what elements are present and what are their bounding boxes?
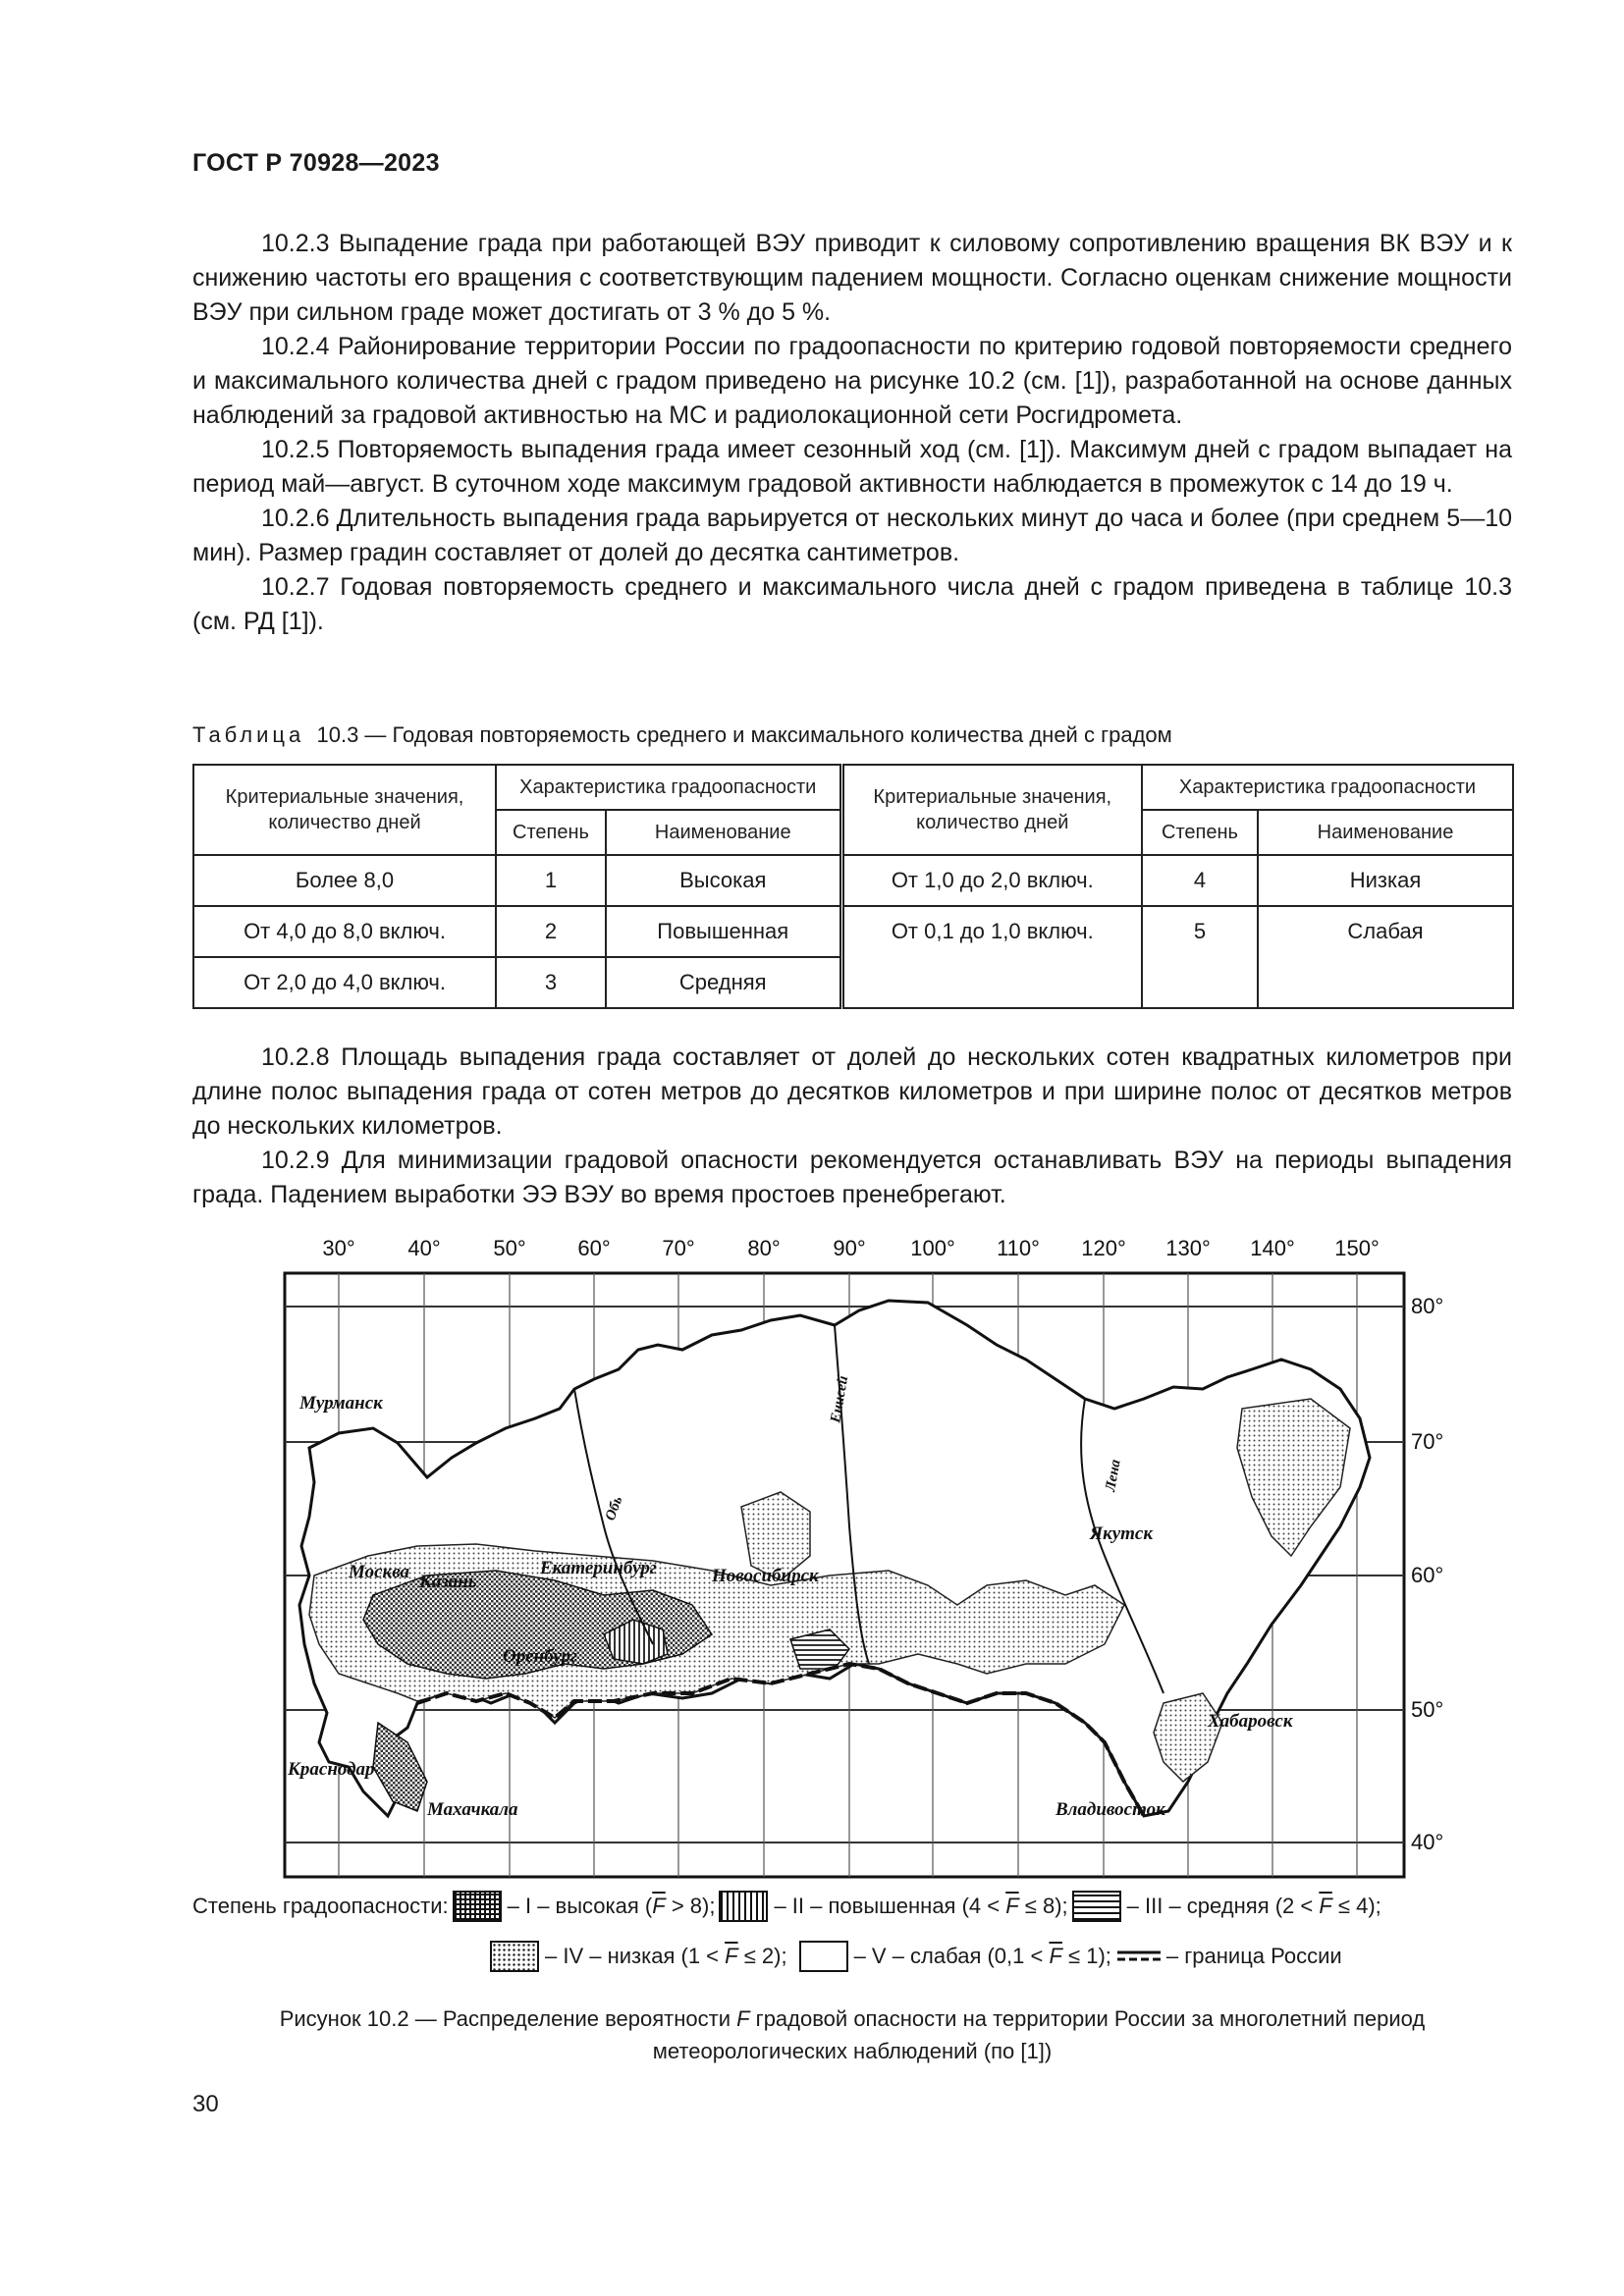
russia-border-legend-icon: [1117, 1949, 1161, 1963]
paragraph-10-2-5: 10.2.5 Повторяемость выпадения града имеет сезонный ход (см. [1]). Максимум дней с градом выпадает на период май—август. В суточном ходе максимум градовой активности наблюдается в промежуток с 14 до 19 ч.: [192, 436, 1512, 498]
lon-label: 120°: [1081, 1236, 1126, 1260]
legend-item-weak: – V – слабая $(0,1 < \overline{F} \le 1)$;: [853, 1944, 1111, 1968]
lon-label: 130°: [1165, 1236, 1211, 1260]
legend-item-raised: – II – повышенная $(4 < \overline{F} \le 8)$;: [774, 1894, 1068, 1918]
city-label-novosibirsk: Новосибирск: [712, 1566, 819, 1586]
hail-risk-map-figure: [280, 1232, 1444, 1880]
legend-item-high: – I – высокая $(\overline{F} > 8)$;: [507, 1894, 716, 1918]
city-label-vladivostok: Владивосток: [1056, 1799, 1165, 1820]
header-characteristic-right: Характеристика градоопасности: [1142, 765, 1513, 810]
lon-label: 70°: [662, 1236, 695, 1260]
legend-item-border: – граница России: [1165, 1944, 1342, 1968]
city-label-makhachkala: Махачкала: [427, 1799, 518, 1820]
cell-degree: 5: [1142, 906, 1258, 1008]
header-name-left: Наименование: [606, 810, 841, 855]
lat-label: 80°: [1411, 1294, 1444, 1318]
header-name-right: Наименование: [1258, 810, 1513, 855]
city-label-orenburg: Оренбург: [503, 1646, 578, 1667]
cell-degree: 2: [496, 906, 606, 957]
cell-value: От 2,0 до 4,0 включ.: [193, 957, 496, 1008]
river-label-lena: Лена: [1103, 1458, 1124, 1493]
lon-label: 50°: [493, 1236, 526, 1260]
legend-title: Степень градоопасности:: [192, 1894, 449, 1918]
table-row: [193, 906, 1513, 957]
legend-swatch-high: [453, 1891, 502, 1922]
cell-name: Повышенная: [606, 906, 841, 957]
legend-row-1: [192, 1891, 1381, 1922]
cell-value: От 0,1 до 1,0 включ.: [841, 906, 1142, 1008]
legend-item-medium: – III – средняя $(2 < \overline{F} \le 4)$;: [1126, 1894, 1381, 1918]
cell-value: От 1,0 до 2,0 включ.: [841, 855, 1142, 906]
page-number: 30: [192, 2091, 219, 2117]
cell-value: От 4,0 до 8,0 включ.: [193, 906, 496, 957]
cell-degree: 1: [496, 855, 606, 906]
cell-degree: 3: [496, 957, 606, 1008]
lat-label: 60°: [1411, 1563, 1444, 1587]
lon-label: 100°: [910, 1236, 955, 1260]
paragraph-10-2-7: 10.2.7 Годовая повторяемость среднего и максимального числа дней с градом приведена в таблице 10.3 (см. РД [1]).: [192, 573, 1512, 635]
lon-label: 90°: [833, 1236, 866, 1260]
document-standard-id: ГОСТ Р 70928—2023: [192, 149, 440, 177]
lat-label: 50°: [1411, 1697, 1444, 1722]
cell-name: Средняя: [606, 957, 841, 1008]
legend-swatch-medium: [1072, 1891, 1121, 1922]
lon-label: 80°: [747, 1236, 781, 1260]
table-caption: [192, 721, 1172, 750]
legend-item-low: – IV – низкая $(1 < \overline{F} \le 2)$;: [545, 1944, 787, 1968]
city-label-murmansk: Мурманск: [299, 1393, 383, 1414]
lon-label: 60°: [577, 1236, 611, 1260]
city-label-krasnodar: Краснодар: [288, 1759, 375, 1780]
table-caption-word: Таблица: [192, 722, 305, 747]
cell-name: Низкая: [1258, 855, 1513, 906]
paragraph-10-2-4: 10.2.4 Районирование территории России по градоопасности по критерию годовой повторяемости среднего и максимального количества дней с градом приведено на рисунке 10.2 (см. [1]), разработанной на основе данных наблюдений за градовой активностью на МС и радиолокационной сети Росгидромета.: [192, 333, 1512, 429]
hail-risk-map: [280, 1232, 1444, 1880]
paragraph-10-2-8: 10.2.8 Площадь выпадения града составляет от долей до нескольких сотен квадратных километров при длине полос выпадения града от сотен метров до десятков километров и при ширине полос от десятков метров до нескольких километров.: [192, 1043, 1512, 1140]
cell-name: Высокая: [606, 855, 841, 906]
lon-label: 110°: [997, 1236, 1040, 1260]
city-label-ekaterinburg: Екатеринбург: [540, 1558, 657, 1578]
river-label-ob: Обь: [602, 1494, 626, 1523]
city-label-khabarovsk: Хабаровск: [1208, 1711, 1293, 1732]
text-block-top: [192, 227, 1512, 639]
cell-name: Слабая: [1258, 906, 1513, 1008]
header-degree-left: Степень: [496, 810, 606, 855]
latitude-labels: [1411, 1294, 1443, 1854]
paragraph-10-2-6: 10.2.6 Длительность выпадения града варьируется от нескольких минут до часа и более (при среднем 5—10 мин). Размер градин составляет от долей до десятка сантиметров.: [192, 505, 1512, 566]
longitude-labels: [322, 1236, 1379, 1260]
header-criterion-right: Критериальные значения, количество дней: [841, 765, 1142, 855]
text-block-bottom: [192, 1041, 1512, 1212]
lon-label: 150°: [1334, 1236, 1380, 1260]
city-label-moscow: Москва: [349, 1562, 410, 1582]
cell-degree: 4: [1142, 855, 1258, 906]
lat-label: 70°: [1411, 1429, 1444, 1454]
cell-value: Более 8,0: [193, 855, 496, 906]
header-degree-right: Степень: [1142, 810, 1258, 855]
header-criterion-left: Критериальные значения, количество дней: [193, 765, 496, 855]
header-characteristic-left: Характеристика градоопасности: [496, 765, 841, 810]
table-caption-text: 10.3 — Годовая повторяемость среднего и максимального количества дней с градом: [316, 722, 1172, 747]
table-row: [193, 855, 1513, 906]
legend-swatch-raised: [719, 1891, 768, 1922]
river-label-yenisei: Енисей: [828, 1374, 852, 1424]
legend-swatch-low: [490, 1941, 539, 1972]
hail-frequency-table: [192, 764, 1514, 1009]
lon-label: 30°: [322, 1236, 355, 1260]
lat-label: 40°: [1411, 1830, 1444, 1854]
legend-swatch-weak: [799, 1941, 848, 1972]
city-label-yakutsk: Якутск: [1090, 1523, 1153, 1544]
lon-label: 40°: [407, 1236, 441, 1260]
paragraph-10-2-9: 10.2.9 Для минимизации градовой опасности рекомендуется останавливать ВЭУ на периоды выпадения града. Падением выработки ЭЭ ВЭУ во время простоев пренебрегают.: [192, 1147, 1512, 1208]
city-label-kazan: Казань: [419, 1572, 477, 1592]
lon-label: 140°: [1250, 1236, 1295, 1260]
figure-caption: Рисунок 10.2 — Распределение вероятности F градовой опасности на территории России за многолетний период метеорологических наблюдений (по [1]): [279, 2006, 1426, 2063]
paragraph-10-2-3: 10.2.3 Выпадение града при работающей ВЭУ приводит к силовому сопротивлению вращения ВК ВЭУ и к снижению частоты его вращения с соответствующим падением мощности. Согласно оценкам снижение мощности ВЭУ при сильном граде может достигать от 3 % до 5 %.: [192, 230, 1512, 326]
legend-row-2: [486, 1941, 1342, 1972]
